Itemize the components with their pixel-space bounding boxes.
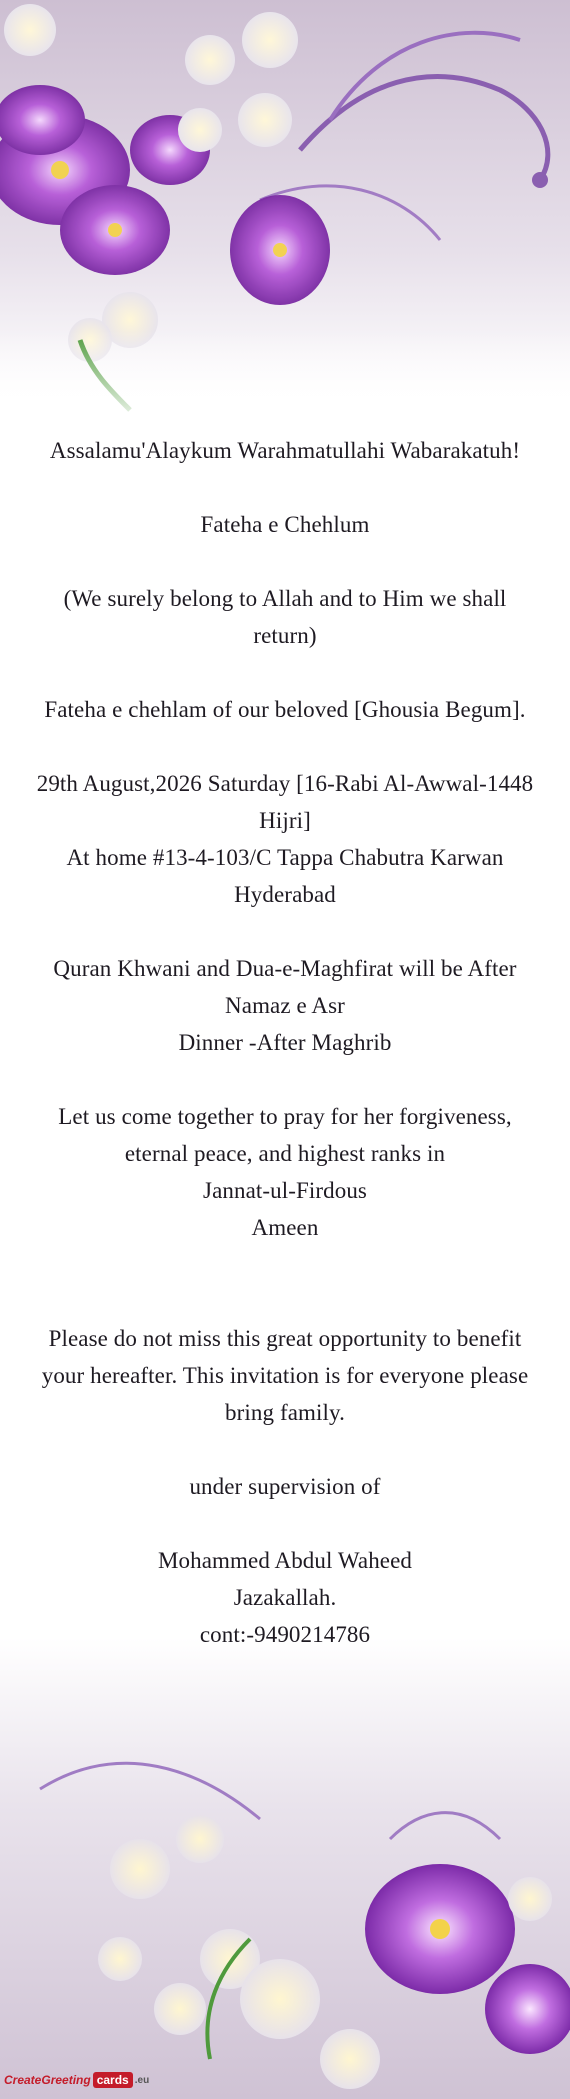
date-line-2: Hijri] (259, 808, 311, 833)
thanks-line: Jazakallah. (233, 1585, 337, 1610)
verse-line-1: (We surely belong to Allah and to Him we shall (63, 586, 507, 611)
brand-logo-box: cards (93, 2072, 133, 2088)
brand-logo-link[interactable] (0, 2061, 154, 2099)
prayer-line-2: eternal peace, and highest ranks in (124, 1141, 446, 1166)
date-line-1: 29th August,2026 Saturday [16-Rabi Al-Awwal-1448 (36, 771, 534, 796)
brand-logo-text: CreateGreeting (4, 2073, 91, 2087)
brand-logo-tld: .eu (134, 2074, 150, 2086)
prayer-line-3: Jannat-ul-Firdous (203, 1178, 367, 1203)
announcement: Fateha e chehlam of our beloved [Ghousia Begum]. (44, 697, 526, 722)
verse-line-2: return) (253, 623, 317, 648)
request-line-2: your hereafter. This invitation is for everyone please (41, 1363, 529, 1388)
program-line-1: Quran Khwani and Dua-e-Maghfirat will be After (53, 956, 517, 981)
request-line-3: bring family. (225, 1400, 345, 1425)
program-line-2: Namaz e Asr (225, 993, 345, 1018)
request-line-1: Please do not miss this great opportunity to benefit (48, 1326, 522, 1351)
contact-line: cont:-9490214786 (199, 1622, 371, 1647)
dinner-line: Dinner -After Maghrib (178, 1030, 392, 1055)
invitation-text (28, 432, 542, 1653)
venue-line-1: At home #13-4-103/C Tappa Chabutra Karwan (66, 845, 504, 870)
occasion-title: Fateha e Chehlum (200, 512, 370, 537)
floral-top-decoration (0, 0, 570, 430)
greeting: Assalamu'Alaykum Warahmatullahi Wabarakatuh! (49, 438, 521, 463)
ameen-line: Ameen (251, 1215, 319, 1240)
venue-line-2: Hyderabad (234, 882, 336, 907)
supervision-line: under supervision of (189, 1474, 381, 1499)
host-name: Mohammed Abdul Waheed (157, 1548, 413, 1573)
prayer-line-1: Let us come together to pray for her forgiveness, (58, 1104, 512, 1129)
